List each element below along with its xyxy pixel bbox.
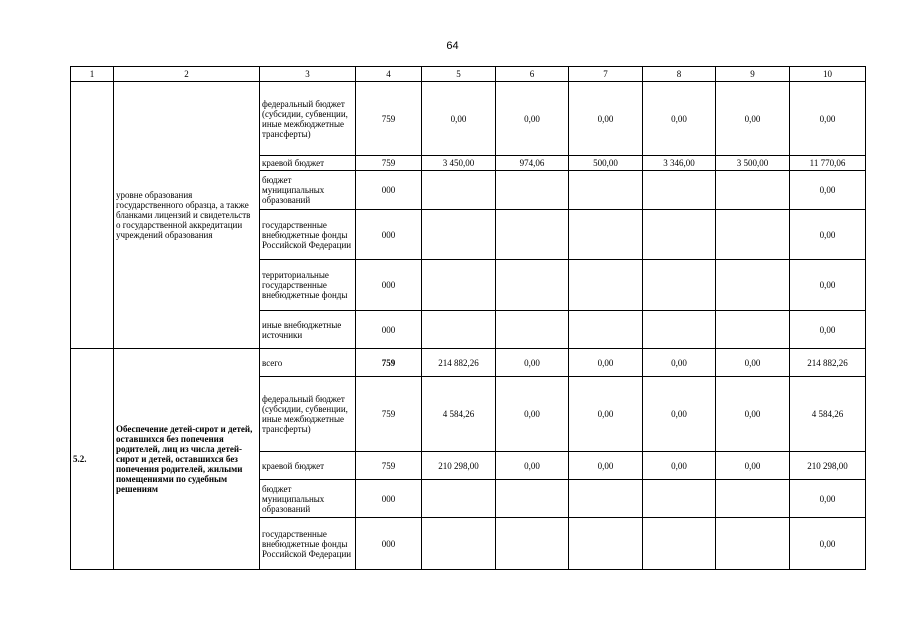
value-cell: 0,00 xyxy=(496,377,569,452)
total-cell: 11 770,06 xyxy=(790,156,866,171)
budget-code: 000 xyxy=(356,171,422,210)
value-cell: 0,00 xyxy=(643,82,716,156)
value-cell: 214 882,26 xyxy=(422,349,496,377)
value-cell: 0,00 xyxy=(716,452,790,480)
column-header: 6 xyxy=(496,67,569,82)
column-header: 3 xyxy=(260,67,356,82)
value-cell: 0,00 xyxy=(716,349,790,377)
total-cell: 214 882,26 xyxy=(790,349,866,377)
column-header: 7 xyxy=(569,67,643,82)
funding-source: иные внебюджетные источники xyxy=(260,311,356,349)
value-cell: 0,00 xyxy=(496,349,569,377)
funding-source: бюджет муниципальных образований xyxy=(260,171,356,210)
value-cell: 0,00 xyxy=(643,452,716,480)
value-cell: 0,00 xyxy=(496,82,569,156)
value-cell xyxy=(422,480,496,518)
total-cell: 0,00 xyxy=(790,311,866,349)
column-number-row xyxy=(71,67,866,82)
value-cell xyxy=(643,518,716,570)
value-cell xyxy=(569,210,643,260)
value-cell xyxy=(716,171,790,210)
value-cell xyxy=(569,311,643,349)
item-description: уровне образования государственного образца, а также бланками лицензий и свидетельств о государственной аккредитации учреждений образования xyxy=(114,82,260,349)
value-cell xyxy=(569,518,643,570)
funding-source: федеральный бюджет (субсидии, субвенции, иные межбюджетные трансферты) xyxy=(260,82,356,156)
budget-code: 000 xyxy=(356,518,422,570)
value-cell: 0,00 xyxy=(496,452,569,480)
value-cell: 0,00 xyxy=(569,452,643,480)
value-cell: 210 298,00 xyxy=(422,452,496,480)
column-header: 2 xyxy=(114,67,260,82)
budget-code: 759 xyxy=(356,156,422,171)
value-cell xyxy=(496,171,569,210)
page-number: 64 xyxy=(446,40,459,52)
value-cell xyxy=(496,518,569,570)
total-cell: 0,00 xyxy=(790,210,866,260)
column-header: 9 xyxy=(716,67,790,82)
value-cell: 0,00 xyxy=(569,377,643,452)
value-cell xyxy=(716,210,790,260)
value-cell: 3 346,00 xyxy=(643,156,716,171)
value-cell xyxy=(422,210,496,260)
budget-code: 759 xyxy=(356,82,422,156)
value-cell: 0,00 xyxy=(569,349,643,377)
value-cell: 3 450,00 xyxy=(422,156,496,171)
value-cell xyxy=(643,260,716,311)
value-cell: 0,00 xyxy=(643,377,716,452)
column-header: 1 xyxy=(71,67,114,82)
budget-code: 000 xyxy=(356,210,422,260)
item-number-cell xyxy=(71,82,114,349)
budget-code: 000 xyxy=(356,480,422,518)
column-header: 5 xyxy=(422,67,496,82)
budget-table xyxy=(70,66,866,570)
value-cell xyxy=(422,518,496,570)
value-cell xyxy=(716,260,790,311)
table-row xyxy=(71,349,866,377)
value-cell: 0,00 xyxy=(716,377,790,452)
column-header: 4 xyxy=(356,67,422,82)
value-cell xyxy=(569,480,643,518)
value-cell: 0,00 xyxy=(569,82,643,156)
column-header: 8 xyxy=(643,67,716,82)
value-cell: 3 500,00 xyxy=(716,156,790,171)
funding-source: бюджет муниципальных образований xyxy=(260,480,356,518)
value-cell xyxy=(643,480,716,518)
funding-source: государственные внебюджетные фонды Российской Федерации xyxy=(260,518,356,570)
value-cell xyxy=(716,480,790,518)
value-cell xyxy=(496,311,569,349)
value-cell: 0,00 xyxy=(422,82,496,156)
value-cell: 500,00 xyxy=(569,156,643,171)
value-cell xyxy=(496,210,569,260)
total-cell: 0,00 xyxy=(790,480,866,518)
funding-source: краевой бюджет xyxy=(260,156,356,171)
value-cell xyxy=(422,171,496,210)
column-header: 10 xyxy=(790,67,866,82)
budget-code: 000 xyxy=(356,260,422,311)
item-description: Обеспечение детей-сирот и детей, оставшихся без попечения родителей, лиц из числа детей-сирот и детей, оставшихся без попечения родителей, жилыми помещениями по судебным решениям xyxy=(114,349,260,570)
total-cell: 0,00 xyxy=(790,82,866,156)
value-cell: 974,06 xyxy=(496,156,569,171)
value-cell: 0,00 xyxy=(716,82,790,156)
value-cell xyxy=(496,260,569,311)
value-cell xyxy=(422,260,496,311)
funding-source: территориальные государственные внебюджетные фонды xyxy=(260,260,356,311)
value-cell xyxy=(716,311,790,349)
value-cell xyxy=(643,171,716,210)
value-cell: 0,00 xyxy=(643,349,716,377)
table-row xyxy=(71,82,866,156)
total-cell: 0,00 xyxy=(790,171,866,210)
value-cell xyxy=(643,210,716,260)
funding-source: федеральный бюджет (субсидии, субвенции, иные межбюджетные трансферты) xyxy=(260,377,356,452)
funding-source: государственные внебюджетные фонды Российской Федерации xyxy=(260,210,356,260)
funding-source: всего xyxy=(260,349,356,377)
total-cell: 0,00 xyxy=(790,518,866,570)
budget-code: 759 xyxy=(356,377,422,452)
total-cell: 4 584,26 xyxy=(790,377,866,452)
budget-code: 000 xyxy=(356,311,422,349)
budget-code: 759 xyxy=(356,349,422,377)
item-number: 5.2. xyxy=(71,349,114,570)
value-cell xyxy=(716,518,790,570)
value-cell: 4 584,26 xyxy=(422,377,496,452)
total-cell: 0,00 xyxy=(790,260,866,311)
value-cell xyxy=(569,171,643,210)
value-cell xyxy=(569,260,643,311)
total-cell: 210 298,00 xyxy=(790,452,866,480)
funding-source: краевой бюджет xyxy=(260,452,356,480)
value-cell xyxy=(496,480,569,518)
value-cell xyxy=(422,311,496,349)
budget-code: 759 xyxy=(356,452,422,480)
value-cell xyxy=(643,311,716,349)
